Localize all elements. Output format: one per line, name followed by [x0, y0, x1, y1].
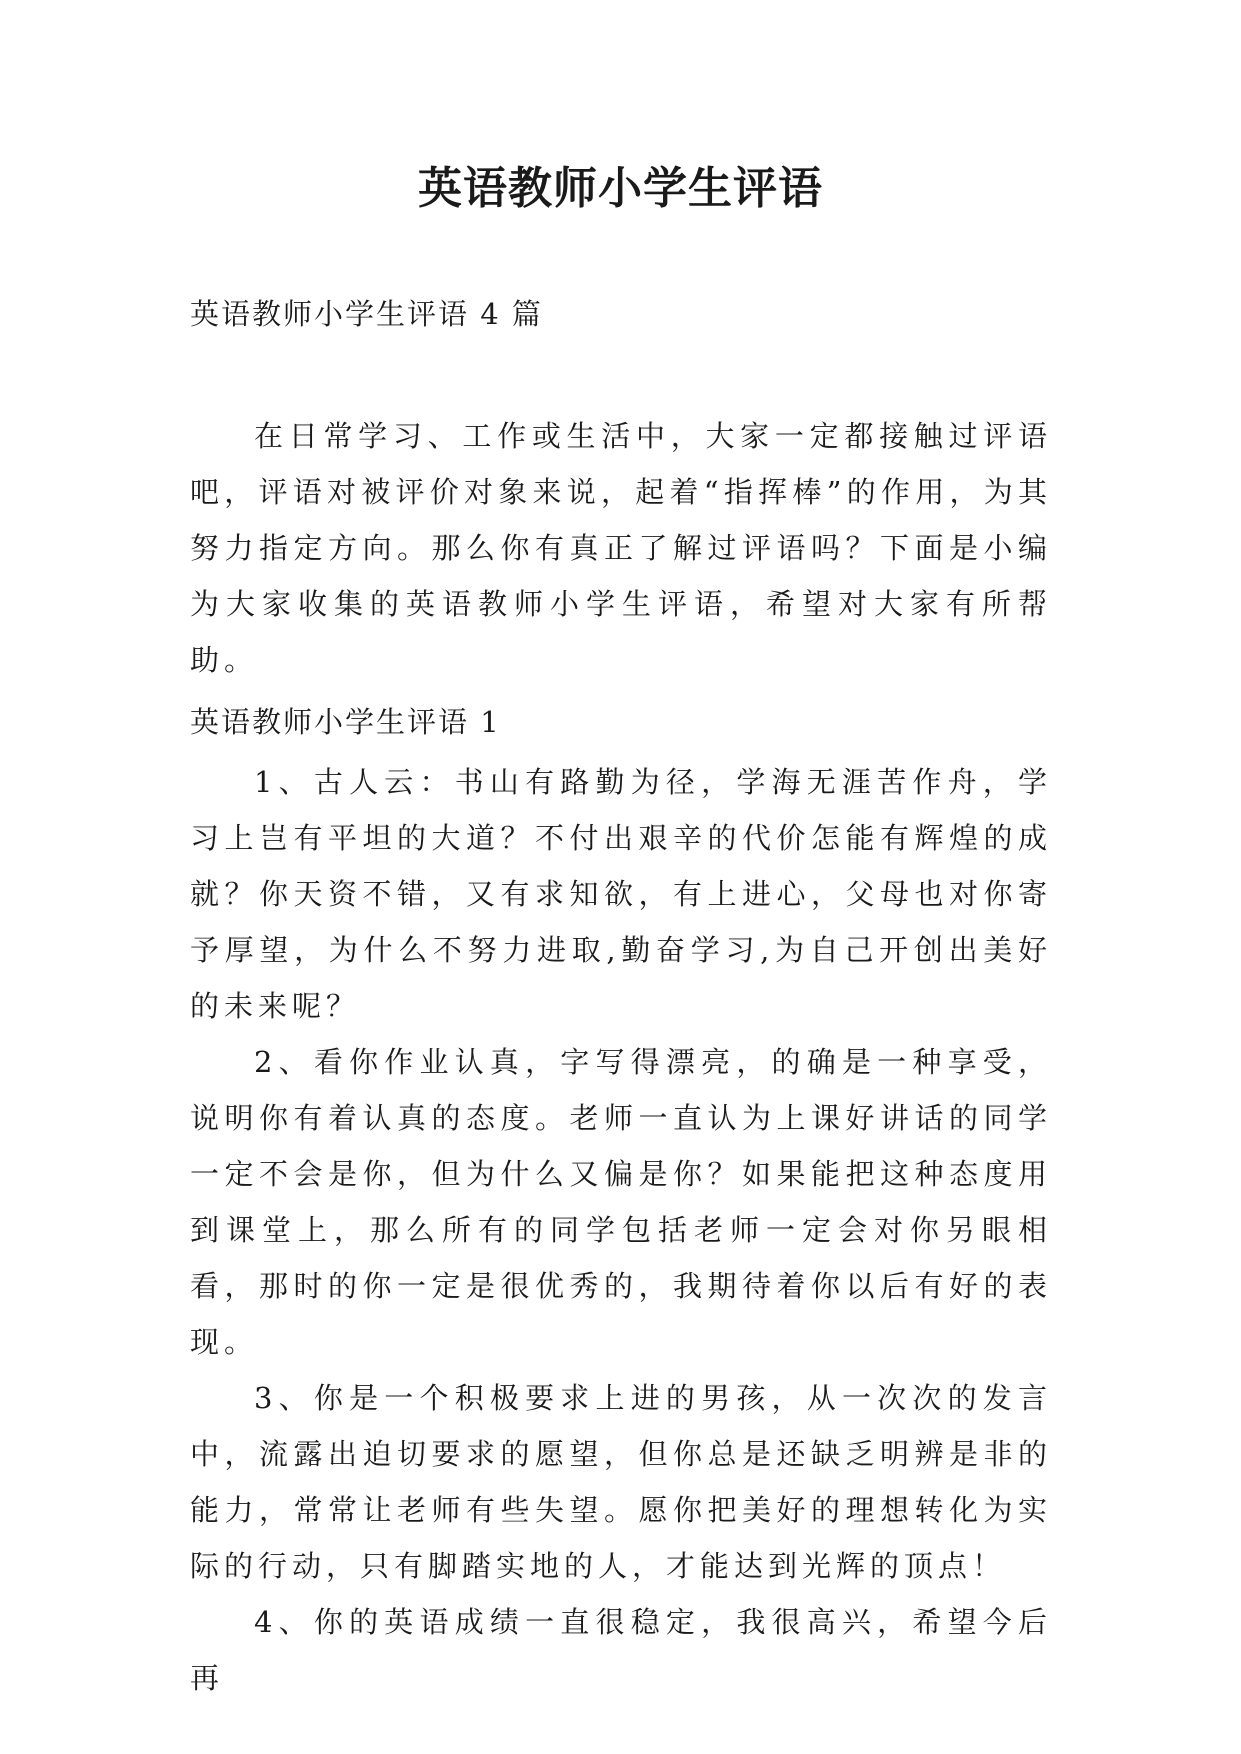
intro-paragraph: 在日常学习、工作或生活中，大家一定都接触过评语吧，评语对被评价对象来说，起着“指挥棒”的作用，为其努力指定方向。那么你有真正了解过评语吗？下面是小编为大家收集的英语教师小学生评语，希望对大家有所帮助。	[190, 419, 1052, 677]
comment-item-1: 1、古人云：书山有路勤为径，学海无涯苦作舟，学习上岂有平坦的大道？不付出艰辛的代价怎能有辉煌的成就？你天资不错，又有求知欲，有上进心，父母也对你寄予厚望，为什么不努力进取,勤奋学习,为自己开创出美好的未来呢？	[190, 765, 1052, 1023]
document-title: 英语教师小学生评语	[418, 163, 823, 214]
comment-list	[190, 754, 1052, 1706]
comment-item-4: 4、你的英语成绩一直很稳定，我很高兴，希望今后再	[190, 1605, 1052, 1695]
section-heading: 英语教师小学生评语 1	[190, 705, 501, 739]
comment-item-2: 2、看你作业认真，字写得漂亮，的确是一种享受，说明你有着认真的态度。老师一直认为上课好讲话的同学一定不会是你，但为什么又偏是你？如果能把这种态度用到课堂上，那么所有的同学包括老师一定会对你另眼相看，那时的你一定是很优秀的，我期待着你以后有好的表现。	[190, 1045, 1052, 1359]
document-subtitle: 英语教师小学生评语 4 篇	[190, 297, 543, 331]
comment-item-3: 3、你是一个积极要求上进的男孩，从一次次的发言中，流露出迫切要求的愿望，但你总是还缺乏明辨是非的能力，常常让老师有些失望。愿你把美好的理想转化为实际的行动，只有脚踏实地的人，才能达到光辉的顶点！	[190, 1381, 1052, 1583]
